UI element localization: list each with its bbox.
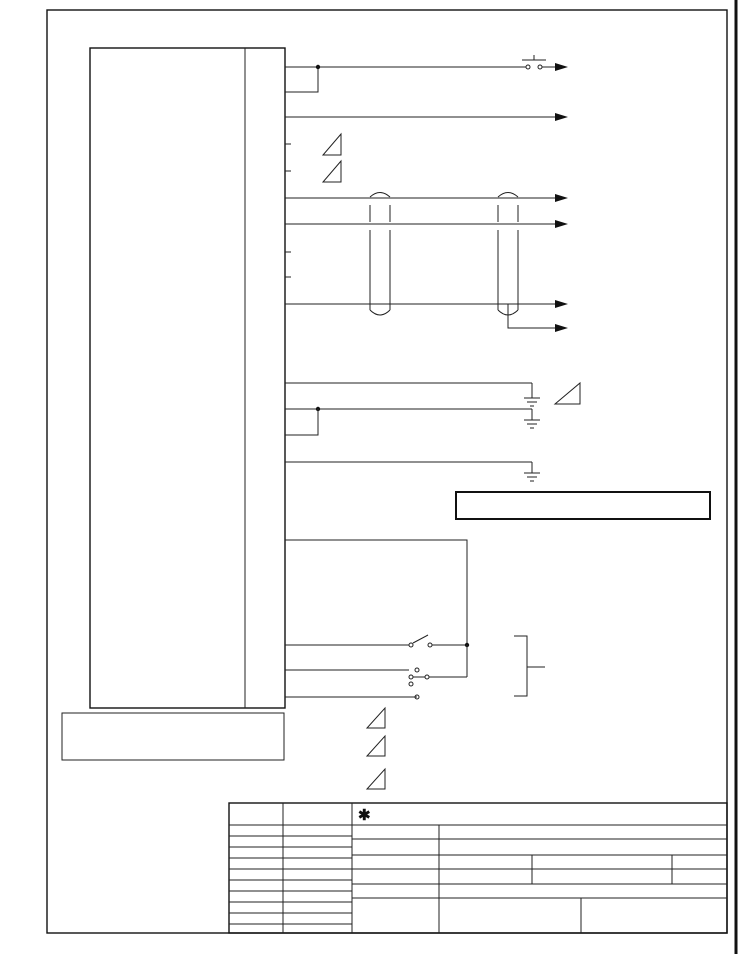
connector-db25s (90, 48, 285, 708)
notes-section (367, 708, 385, 789)
drawing-border (47, 10, 727, 933)
remote-switch-wiring (285, 540, 545, 699)
confidential-stamp (456, 492, 710, 519)
ground-wiring (285, 383, 580, 481)
nc-pins (285, 134, 341, 277)
wire-serial-data (285, 193, 568, 333)
wire-28v-lights (285, 113, 568, 121)
connector-caption (62, 713, 284, 760)
title-block (229, 803, 727, 933)
nat-logo-star-icon: ✱ (358, 807, 371, 824)
wire-28vdc-power (285, 55, 568, 92)
